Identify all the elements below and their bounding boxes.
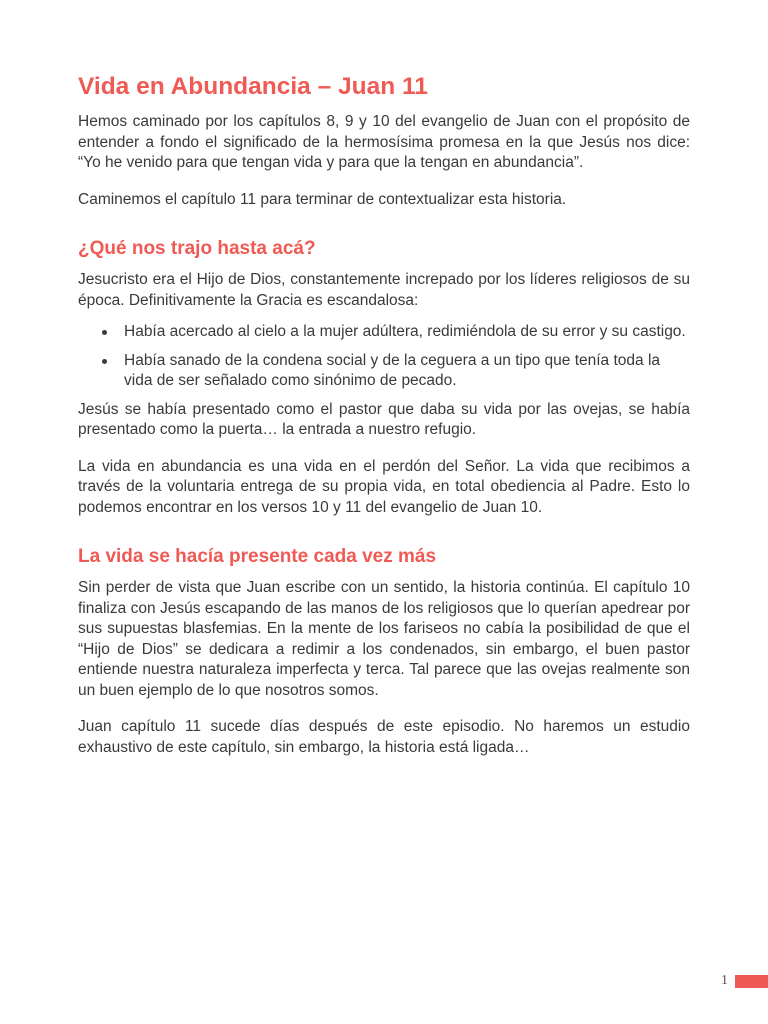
section2-paragraph-1: Sin perder de vista que Juan escribe con un sentido, la historia continúa. El capítulo 10 finaliza con Jesús escapando de las manos de los religiosos que lo querían apedrear por sus supuestas blasfemias. En la mente de los fariseos no cabía la posibilidad de que el “Hijo de Dios” se dedicara a redimir a los condenados, sin embargo, el buen pastor entiende nuestra naturaleza imperfecta y terca. Tal parece que las ovejas realmente son un buen ejemplo de lo que nosotros somos. xyxy=(78,579,690,699)
page-title: Vida en Abundancia – Juan 11 xyxy=(78,73,428,100)
page-accent-bar xyxy=(735,975,768,988)
intro-paragraph-2: Caminemos el capítulo 11 para terminar de contextualizar esta historia. xyxy=(78,190,567,208)
page-footer xyxy=(721,973,768,989)
list-item xyxy=(78,351,690,392)
list-item-text: Había acercado al cielo a la mujer adúltera, redimiéndola de su error y su castigo. xyxy=(124,323,686,340)
bullet-icon xyxy=(102,359,107,364)
intro-paragraph-1: Hemos caminado por los capítulos 8, 9 y 10 del evangelio de Juan con el propósito de entender a fondo el significado de la hermosísima promesa en la que Jesús nos dice: “Yo he venido para que tengan vida y para que la tengan en abundancia”. xyxy=(78,113,690,171)
section1-paragraph-1: Jesucristo era el Hijo de Dios, constantemente increpado por los líderes religiosos de su época. Definitivamente la Gracia es escandalosa: xyxy=(78,271,690,309)
section1-paragraph-3: La vida en abundancia es una vida en el perdón del Señor. La vida que recibimos a través de la voluntaria entrega de su propia vida, en total obediencia al Padre. Esto lo podemos encontrar en los versos 10 y 11 del evangelio de Juan 10. xyxy=(78,457,690,516)
bullet-list xyxy=(78,322,690,392)
section-heading-2: La vida se hacía presente cada vez más xyxy=(78,546,437,567)
section1-paragraph-2: Jesús se había presentado como el pastor que daba su vida por las ovejas, se había presentado como la puerta… la entrada a nuestro refugio. xyxy=(78,400,690,438)
document-page xyxy=(78,70,690,758)
list-item-text: Había sanado de la condena social y de la ceguera a un tipo que tenía toda la vida de ser señalado como sinónimo de pecado. xyxy=(124,351,661,389)
page-number: 1 xyxy=(721,973,728,988)
bullet-icon xyxy=(102,330,107,335)
list-item xyxy=(78,322,690,343)
section2-paragraph-2: Juan capítulo 11 sucede días después de este episodio. No haremos un estudio exhaustivo de este capítulo, sin embargo, la historia está ligada… xyxy=(78,718,690,756)
section-heading-1: ¿Qué nos trajo hasta acá? xyxy=(78,238,316,259)
